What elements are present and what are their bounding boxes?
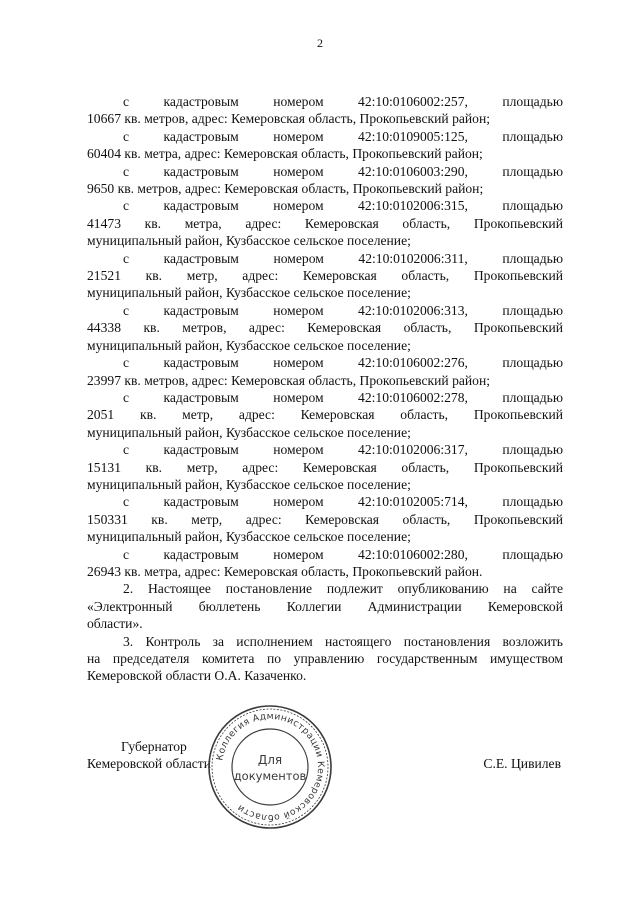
cadastral-item [87,250,563,302]
cadastral-area-word: площадью [502,250,563,266]
cadastral-number: 42:10:0106002:278, [358,389,468,405]
cadastral-word: номером [273,546,324,562]
signatory-title: Губернатор [121,739,187,754]
cadastral-item-heading [87,354,563,371]
cadastral-area-word: площадью [502,494,563,510]
cadastral-item [87,546,563,581]
cadastral-word: номером [273,128,324,144]
cadastral-number: 42:10:0102006:315, [358,198,468,214]
cadastral-label: кадастровым [163,94,239,109]
cadastral-number: 42:10:0106003:290, [358,163,468,179]
cadastral-item-heading [87,128,563,145]
cadastral-prefix: с [123,163,130,179]
official-stamp-icon [205,702,335,832]
cadastral-area-word: площадью [502,163,563,179]
cadastral-word: номером [273,94,324,109]
cadastral-item-line: 44338 кв. метров, адрес: Кемеровская область, Прокопьевский [87,320,563,336]
cadastral-item-line: 15131 кв. метр, адрес: Кемеровская область, Прокопьевский [87,459,563,475]
cadastral-number: 42:10:0102005:714, [358,494,468,510]
cadastral-number: 42:10:0109005:125, [358,128,468,144]
cadastral-area-word: площадью [502,198,563,214]
page-number: 2 [317,36,323,50]
cadastral-area-word: площадью [502,302,563,318]
cadastral-item-line: 2051 кв. метр, адрес: Кемеровская область, Прокопьевский [87,407,563,423]
paragraph-line: на председателя комитета по управлению государственным имуществом [87,651,563,666]
cadastral-word: номером [273,355,324,371]
cadastral-item-heading [87,93,563,110]
stamp-center-line1: Для [257,753,283,767]
cadastral-item [87,493,563,545]
cadastral-item-line: 41473 кв. метра, адрес: Кемеровская область, Прокопьевский [87,215,563,231]
cadastral-item [87,302,563,354]
cadastral-word: номером [273,442,324,458]
cadastral-item [87,163,563,198]
cadastral-word: номером [273,250,324,266]
stamp-center-line2: документов [233,769,307,783]
cadastral-label: кадастровым [163,442,239,458]
cadastral-item-line: 9650 кв. метров, адрес: Кемеровская область, Прокопьевский район; [87,181,484,197]
document-body [87,93,563,685]
paragraph-line: 2. Настоящее постановление подлежит опубликованию на сайте [123,581,563,597]
cadastral-item-heading [87,441,563,458]
cadastral-item-line: муниципальный район, Кузбасское сельское поселение; [87,337,411,353]
cadastral-item [87,128,563,163]
cadastral-prefix: с [123,442,130,458]
cadastral-label: кадастровым [163,389,239,405]
cadastral-number: 42:10:0106002:257, [358,94,468,109]
cadastral-item [87,354,563,389]
cadastral-number: 42:10:0106002:280, [358,546,468,562]
paragraph-line: области». [87,616,143,632]
cadastral-prefix: с [123,355,130,371]
cadastral-item-line: муниципальный район, Кузбасское сельское поселение; [87,529,411,545]
cadastral-item-heading [87,197,563,214]
cadastral-item-line: муниципальный район, Кузбасское сельское поселение; [87,285,411,301]
cadastral-number: 42:10:0106002:276, [358,355,468,371]
cadastral-item-heading [87,163,563,180]
cadastral-word: номером [273,389,324,405]
cadastral-item-line: муниципальный район, Кузбасское сельское поселение; [87,476,411,492]
cadastral-label: кадастровым [163,163,239,179]
cadastral-word: номером [273,494,324,510]
cadastral-prefix: с [123,94,130,109]
cadastral-item [87,389,563,441]
cadastral-item-heading [87,389,563,406]
cadastral-number: 42:10:0102006:317, [358,442,468,458]
svg-text:Коллегия Администрации Кемеров [214,711,326,823]
cadastral-item [87,93,563,128]
cadastral-label: кадастровым [163,355,239,371]
cadastral-prefix: с [123,198,130,214]
cadastral-item-line: 21521 кв. метр, адрес: Кемеровская область, Прокопьевский [87,268,563,284]
cadastral-prefix: с [123,128,130,144]
cadastral-prefix: с [123,250,130,266]
cadastral-item [87,441,563,493]
cadastral-item-line: 60404 кв. метра, адрес: Кемеровская область, Прокопьевский район; [87,146,483,162]
signatory-name: С.Е. Цивилев [483,756,561,772]
resolution-paragraph [87,633,563,685]
cadastral-item-heading [87,493,563,510]
cadastral-item-line: муниципальный район, Кузбасское сельское поселение; [87,233,411,249]
cadastral-item-line: муниципальный район, Кузбасское сельское поселение; [87,424,411,440]
cadastral-number: 42:10:0102006:311, [358,250,468,266]
cadastral-item-line: 10667 кв. метров, адрес: Кемеровская область, Прокопьевский район; [87,111,491,127]
cadastral-label: кадастровым [163,546,239,562]
cadastral-item-line: 23997 кв. метров, адрес: Кемеровская область, Прокопьевский район; [87,372,491,388]
cadastral-area-word: площадью [502,442,563,458]
cadastral-prefix: с [123,494,130,510]
cadastral-area-word: площадью [502,546,563,562]
cadastral-list [87,93,563,580]
cadastral-item [87,197,563,249]
paragraph-line: 3. Контроль за исполнением настоящего постановления возложить [123,633,563,649]
cadastral-item-heading [87,250,563,267]
cadastral-label: кадастровым [163,198,239,214]
cadastral-label: кадастровым [163,494,239,510]
cadastral-label: кадастровым [163,250,239,266]
cadastral-area-word: площадью [502,355,563,371]
cadastral-label: кадастровым [163,302,239,318]
cadastral-area-word: площадью [502,94,563,109]
cadastral-word: номером [273,302,324,318]
cadastral-area-word: площадью [502,389,563,405]
cadastral-word: номером [273,198,324,214]
paragraph-line: Кемеровской области О.А. Казаченко. [87,668,307,684]
cadastral-item-line: 150331 кв. метр, адрес: Кемеровская область, Прокопьевский [87,511,563,527]
cadastral-area-word: площадью [502,128,563,144]
stamp-ring-text: Коллегия Администрации Кемеровской области [214,710,327,824]
cadastral-item-heading [87,546,563,563]
signatory-region: Кемеровской области [87,756,212,772]
cadastral-prefix: с [123,546,130,562]
cadastral-label: кадастровым [163,128,239,144]
cadastral-prefix: с [123,389,130,405]
resolution-paragraph [87,580,563,632]
resolution-paragraphs [87,580,563,684]
cadastral-item-heading [87,302,563,319]
paragraph-line: «Электронный бюллетень Коллегии Администрации Кемеровской [87,598,563,614]
cadastral-number: 42:10:0102006:313, [358,302,468,318]
cadastral-word: номером [273,163,324,179]
cadastral-prefix: с [123,302,130,318]
cadastral-item-line: 26943 кв. метра, адрес: Кемеровская область, Прокопьевский район. [87,563,483,579]
